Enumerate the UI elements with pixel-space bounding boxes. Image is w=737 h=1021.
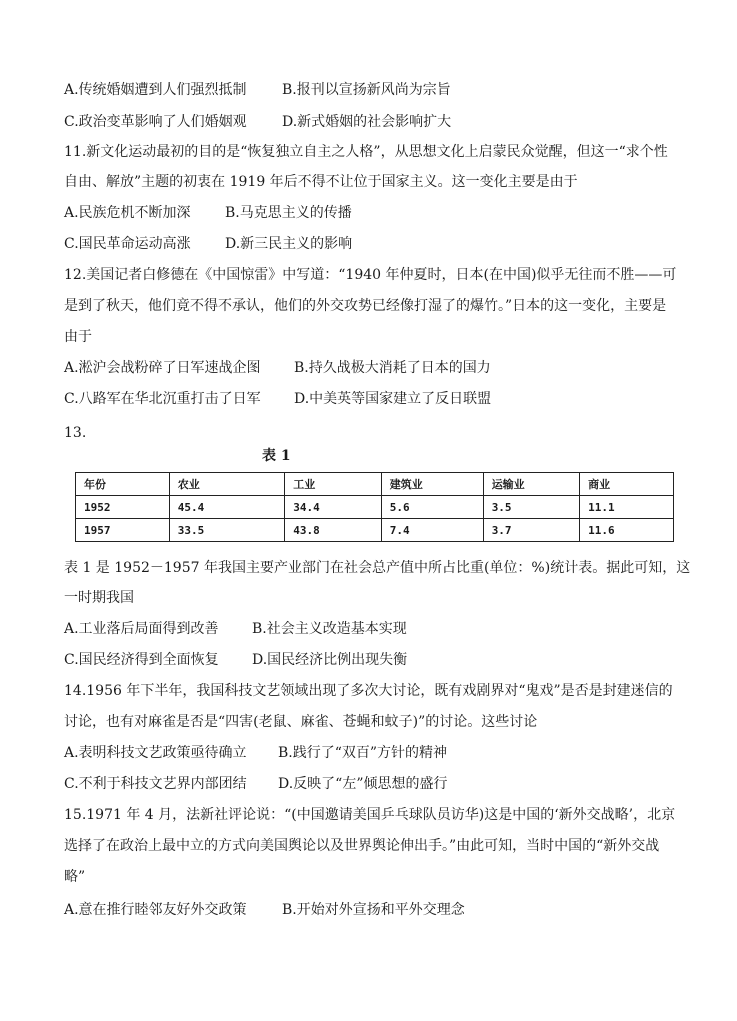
table-cell: 3.7: [483, 519, 579, 542]
header-industry: 工业: [285, 473, 381, 496]
table-cell: 11.6: [580, 519, 674, 542]
q11-option-d: D.新三民主义的影响: [225, 236, 353, 252]
q14-option-a: A.表明科技文艺政策亟待确立: [64, 745, 247, 761]
q14-option-c: C.不利于科技文艺界内部团结: [64, 776, 247, 792]
table-cell: 11.1: [580, 496, 674, 519]
table-cell: 1957: [76, 519, 170, 542]
table-row: [76, 519, 674, 542]
q15-stem-line1: 15.1971 年 4 月，法新社评论说：“(中国邀请美国乒乓球队员访华)这是中国的‘新外交战略’，北京: [64, 807, 676, 823]
q11-stem-line2: 自由、解放”主题的初衷在 1919 年后不得不让位于国家主义。这一变化主要是由于: [64, 174, 578, 190]
q15-stem-line2: 选择了在政治上最中立的方式向美国舆论以及世界舆论伸出手。”由此可知，当时中国的“新外交战: [64, 838, 660, 854]
q13-stem-line1: 表 1 是 1952－1957 年我国主要产业部门在社会总产值中所占比重(单位：%)统计表。据此可知，这: [64, 560, 691, 576]
q12-option-c: C.八路军在华北沉重打击了日军: [64, 391, 261, 407]
q15-option-b: B.开始对外宣扬和平外交理念: [282, 902, 465, 918]
table-cell: 45.4: [169, 496, 285, 519]
table-cell: 3.5: [483, 496, 579, 519]
q12-option-b: B.持久战极大消耗了日本的国力: [294, 360, 491, 376]
table-cell: 5.6: [381, 496, 483, 519]
table-row: [76, 496, 674, 519]
header-year: 年份: [76, 473, 170, 496]
q11-option-a: A.民族危机不断加深: [64, 205, 191, 221]
q13-number: 13.: [64, 425, 87, 441]
q13-option-c: C.国民经济得到全面恢复: [64, 652, 219, 668]
q13-option-b: B.社会主义改造基本实现: [252, 621, 407, 637]
q11-option-c: C.国民革命运动高涨: [64, 236, 191, 252]
q10-option-b: B.报刊以宣扬新风尚为宗旨: [282, 82, 451, 98]
table-cell: 34.4: [285, 496, 381, 519]
q12-stem-line2: 是到了秋天，他们竟不得不承认，他们的外交攻势已经像打湿了的爆竹。”日本的这一变化，主要是: [64, 298, 667, 314]
q14-option-d: D.反映了“左”倾思想的盛行: [278, 776, 448, 792]
q12-option-a: A.淞沪会战粉碎了日军速战企图: [64, 360, 261, 376]
table-cell: 7.4: [381, 519, 483, 542]
header-commerce: 商业: [580, 473, 674, 496]
q14-stem-line2: 讨论，也有对麻雀是否是“四害(老鼠、麻雀、苍蝇和蚊子)”的讨论。这些讨论: [64, 714, 538, 730]
table-header-row: [76, 473, 674, 496]
table-cell: 33.5: [169, 519, 285, 542]
q14-option-b: B.践行了“双百”方针的精神: [278, 745, 448, 761]
q13-option-a: A.工业落后局面得到改善: [64, 621, 219, 637]
q13-option-d: D.国民经济比例出现失衡: [252, 652, 408, 668]
q15-stem-line3: 略”: [64, 869, 86, 885]
q13-stem-line2: 一时期我国: [64, 590, 134, 606]
q11-stem-line1: 11.新文化运动最初的目的是“恢复独立自主之人格”，从思想文化上启蒙民众觉醒，但这一“求个性: [64, 144, 668, 160]
output-share-table: [75, 472, 674, 542]
table-cell: 1952: [76, 496, 170, 519]
q12-stem-line3: 由于: [64, 329, 92, 345]
q14-stem-line1: 14.1956 年下半年，我国科技文艺领域出现了多次大讨论，既有戏剧界对“鬼戏”是否是封建迷信的: [64, 683, 673, 699]
q10-option-a: A.传统婚姻遭到人们强烈抵制: [64, 82, 247, 98]
table-cell: 43.8: [285, 519, 381, 542]
header-transport: 运输业: [483, 473, 579, 496]
q10-option-c: C.政治变革影响了人们婚姻观: [64, 114, 247, 130]
q15-option-a: A.意在推行睦邻友好外交政策: [64, 902, 247, 918]
header-agriculture: 农业: [169, 473, 285, 496]
table-title: 表 1: [262, 448, 291, 464]
header-construction: 建筑业: [381, 473, 483, 496]
q10-option-d: D.新式婚姻的社会影响扩大: [282, 114, 452, 130]
q12-option-d: D.中美英等国家建立了反日联盟: [294, 391, 492, 407]
q12-stem-line1: 12.美国记者白修德在《中国惊雷》中写道：“1940 年仲夏时，日本(在中国)似乎无往而不胜——可: [64, 267, 677, 283]
q11-option-b: B.马克思主义的传播: [225, 205, 352, 221]
